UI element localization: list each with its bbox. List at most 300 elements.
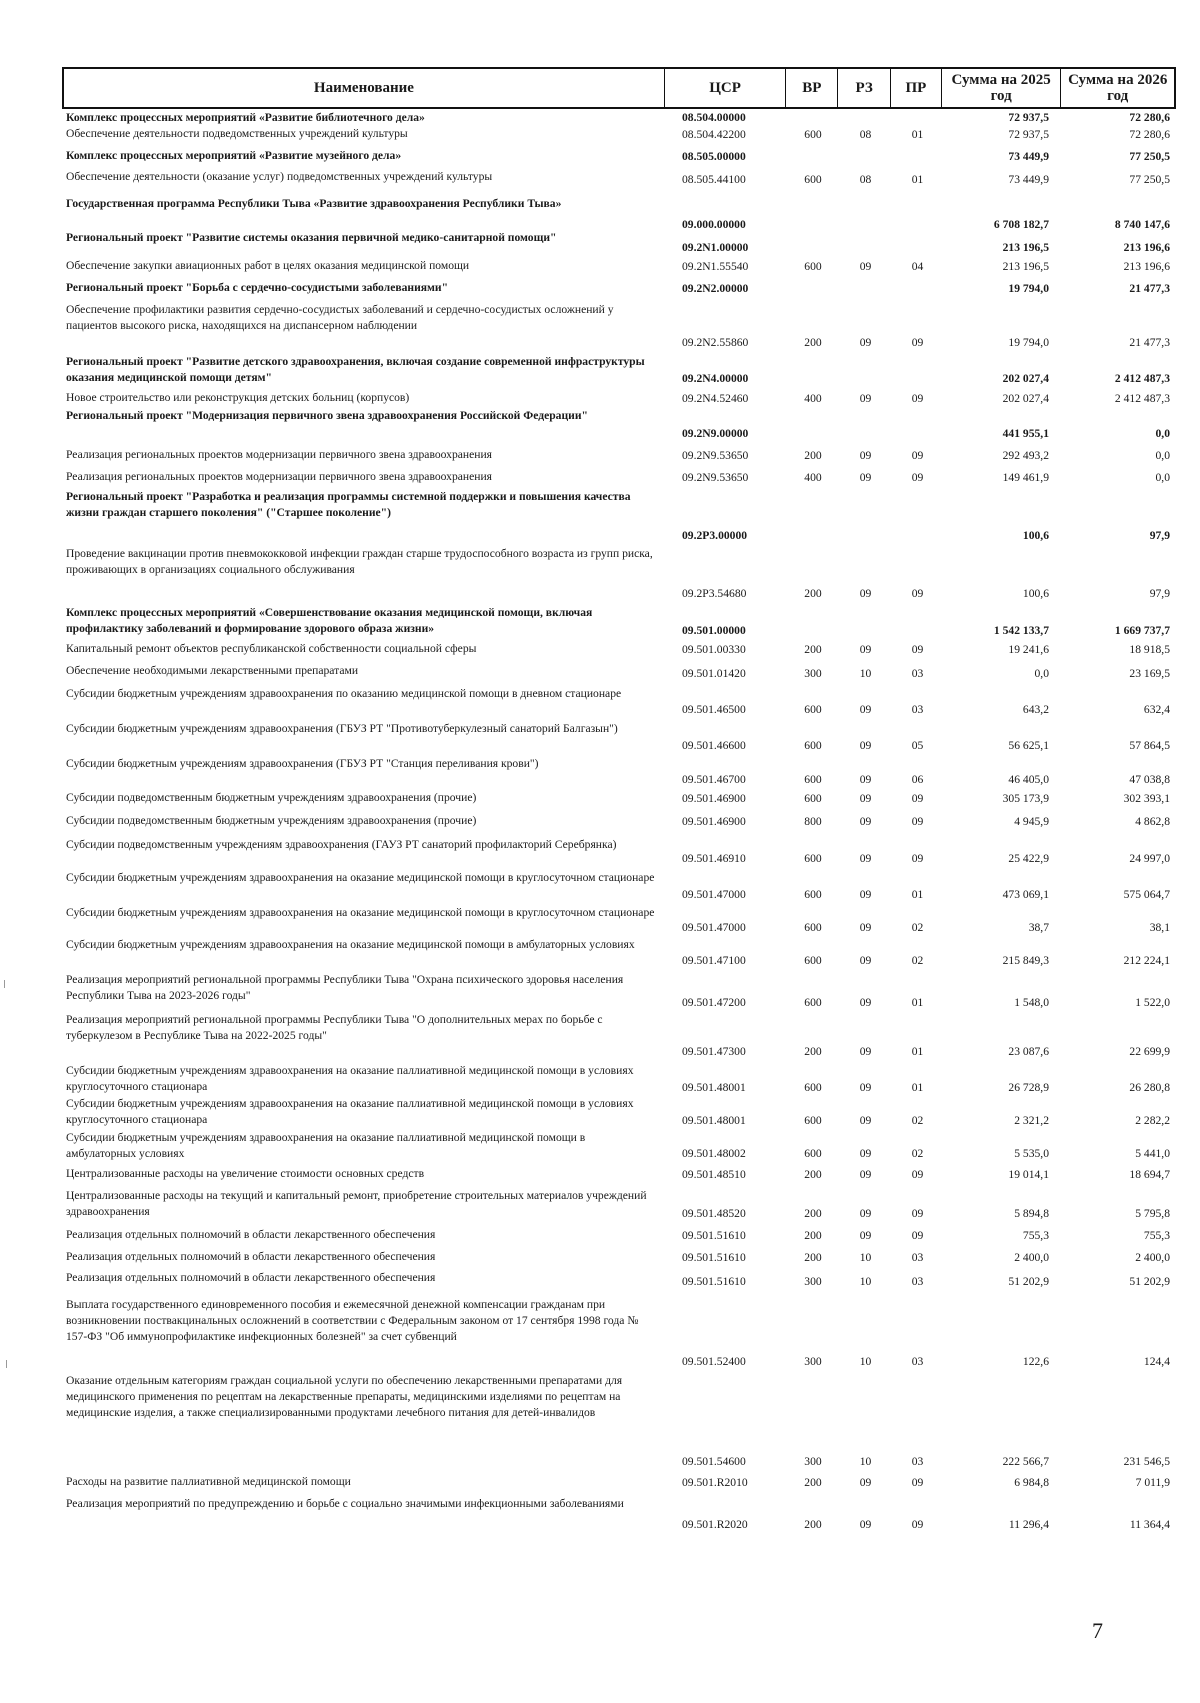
- row-vr: 300: [804, 1355, 822, 1368]
- row-vr: 600: [804, 954, 822, 967]
- row-sum-2026: 7 011,9: [1135, 1476, 1170, 1489]
- table-row: [62, 1062, 1176, 1096]
- table-row: [62, 1248, 1176, 1266]
- row-sum-2025: 19 014,1: [1008, 1168, 1049, 1181]
- row-vr: 600: [804, 996, 822, 1009]
- row-name: Реализация отдельных полномочий в области лекарственного обеспечения: [66, 1250, 436, 1263]
- table-row: [62, 195, 1176, 233]
- row-sum-2026: 1 669 737,7: [1114, 624, 1170, 637]
- row-vr: 200: [804, 1251, 822, 1264]
- row-pr: 02: [911, 954, 924, 967]
- table-row: [62, 1165, 1176, 1183]
- row-sum-2025: 755,3: [1022, 1229, 1049, 1242]
- table-row: [62, 971, 1176, 1011]
- row-csr: 08.504.00000: [682, 111, 746, 124]
- table-row: [62, 640, 1176, 658]
- row-sum-2026: 213 196,6: [1123, 260, 1170, 273]
- row-rz: 08: [859, 128, 872, 141]
- table-row: [62, 1226, 1176, 1244]
- row-name: Расходы на развитие паллиативной медицинской помощи: [66, 1475, 351, 1488]
- row-rz: 09: [859, 449, 872, 462]
- row-name: Региональный проект "Развитие системы оказания первичной медико-санитарной помощи": [66, 231, 557, 244]
- row-vr: 600: [804, 852, 822, 865]
- row-sum-2026: 11 364,4: [1129, 1518, 1170, 1531]
- table-row: [62, 1095, 1176, 1129]
- row-sum-2026: 72 280,6: [1129, 111, 1170, 124]
- row-csr: 09.501.01420: [682, 667, 746, 680]
- row-sum-2025: 1 548,0: [1014, 996, 1049, 1009]
- row-sum-2025: 0,0: [1034, 667, 1049, 680]
- row-csr: 09.501.54600: [682, 1455, 746, 1468]
- row-sum-2026: 2 412 487,3: [1114, 372, 1170, 385]
- row-rz: 09: [859, 773, 872, 786]
- row-sum-2025: 5 535,0: [1014, 1147, 1049, 1160]
- row-csr: 09.2P3.54680: [682, 587, 747, 600]
- table-header: [62, 67, 1176, 109]
- row-name: Субсидии бюджетным учреждениям здравоохранения (ГБУЗ РТ "Противотуберкулезный санаторий Балгазын"): [66, 722, 618, 735]
- row-name: Субсидии подведомственным учреждениям здравоохранения (ГАУЗ РТ санаторий профилакторий Серебрянка): [66, 838, 617, 851]
- row-csr: 09.2N1.55540: [682, 260, 749, 273]
- row-rz: 10: [859, 1455, 872, 1468]
- row-pr: 09: [911, 1476, 924, 1489]
- row-rz: 09: [859, 1207, 872, 1220]
- header-pr: ПР: [891, 69, 942, 107]
- row-sum-2025: 441 955,1: [1002, 427, 1049, 440]
- row-vr: 200: [804, 1518, 822, 1531]
- row-sum-2026: 18 694,7: [1129, 1168, 1170, 1181]
- row-rz: 09: [859, 392, 872, 405]
- row-csr: 09.000.00000: [682, 218, 746, 231]
- table-row: [62, 545, 1176, 602]
- row-pr: 04: [911, 260, 924, 273]
- row-vr: 200: [804, 336, 822, 349]
- row-csr: 09.501.51610: [682, 1251, 746, 1264]
- row-sum-2025: 6 984,8: [1014, 1476, 1049, 1489]
- row-name: Государственная программа Республики Тыва «Развитие здравоохранения Республики Тыва»: [66, 197, 562, 210]
- row-csr: 09.501.46500: [682, 703, 746, 716]
- row-csr: 09.2N9.00000: [682, 427, 749, 440]
- row-pr: 09: [911, 392, 924, 405]
- row-name: Комплекс процессных мероприятий «Развитие библиотечного дела»: [66, 111, 425, 124]
- header-sum-2026: Сумма на 2026 год: [1068, 72, 1168, 104]
- row-vr: 400: [804, 471, 822, 484]
- row-rz: 09: [859, 1147, 872, 1160]
- row-sum-2025: 38,7: [1028, 921, 1049, 934]
- row-vr: 200: [804, 643, 822, 656]
- row-sum-2026: 18 918,5: [1129, 643, 1170, 656]
- row-csr: 09.501.46900: [682, 792, 746, 805]
- row-vr: 800: [804, 815, 822, 828]
- row-sum-2025: 215 849,3: [1002, 954, 1049, 967]
- row-rz: 09: [859, 1518, 872, 1531]
- header-vr: ВР: [786, 69, 838, 107]
- row-rz: 09: [859, 792, 872, 805]
- row-rz: 10: [859, 1275, 872, 1288]
- row-pr: 09: [911, 815, 924, 828]
- row-name: Выплата государственного единовременного пособия и ежемесячной денежной компенсации гражданам при возникновении поствакцинальных осложнений в соответствии с Федеральным законом от 17 сентября 1998 года № 157-ФЗ "Об иммунопрофилактике инфекционных болезней" за счет субвенций: [66, 1298, 639, 1343]
- row-vr: 200: [804, 449, 822, 462]
- row-rz: 10: [859, 1355, 872, 1368]
- row-rz: 09: [859, 587, 872, 600]
- row-sum-2026: 0,0: [1155, 427, 1170, 440]
- row-sum-2025: 56 625,1: [1008, 739, 1049, 752]
- row-name: Субсидии бюджетным учреждениям здравоохранения на оказание медицинской помощи в круглосуточном стационаре: [66, 871, 655, 884]
- header-name: Наименование: [64, 69, 665, 107]
- table-row: [62, 147, 1176, 165]
- row-rz: 09: [859, 954, 872, 967]
- row-sum-2026: 21 477,3: [1129, 336, 1170, 349]
- row-sum-2025: 4 945,9: [1014, 815, 1049, 828]
- row-sum-2025: 2 321,2: [1014, 1114, 1049, 1127]
- row-vr: 300: [804, 667, 822, 680]
- row-vr: 600: [804, 1081, 822, 1094]
- row-pr: 03: [911, 1455, 924, 1468]
- table-row: [62, 685, 1176, 718]
- row-csr: 09.501.52400: [682, 1355, 746, 1368]
- row-csr: 09.501.00000: [682, 624, 746, 637]
- row-csr: 09.501.47200: [682, 996, 746, 1009]
- row-csr: 09.2N1.00000: [682, 241, 749, 254]
- row-vr: 600: [804, 1114, 822, 1127]
- row-csr: 09.501.46910: [682, 852, 746, 865]
- row-sum-2026: 213 196,6: [1123, 241, 1170, 254]
- row-vr: 400: [804, 392, 822, 405]
- row-sum-2026: 575 064,7: [1123, 888, 1170, 901]
- header-csr: ЦСР: [665, 69, 787, 107]
- row-sum-2026: 755,3: [1143, 1229, 1170, 1242]
- row-pr: 02: [911, 1114, 924, 1127]
- table-row: [62, 1269, 1176, 1290]
- row-csr: 09.501.47100: [682, 954, 746, 967]
- table-row: [62, 812, 1176, 830]
- row-name: Субсидии подведомственным бюджетным учреждениям здравоохранения (прочие): [66, 791, 477, 804]
- row-sum-2025: 473 069,1: [1002, 888, 1049, 901]
- row-pr: 01: [911, 888, 924, 901]
- row-name: Реализация мероприятий региональной программы Республики Тыва "О дополнительных мерах по борьбе с туберкулезом в Республике Тыва на 2022-2025 годы": [66, 1013, 603, 1042]
- row-sum-2025: 23 087,6: [1008, 1045, 1049, 1058]
- row-sum-2025: 11 296,4: [1008, 1518, 1049, 1531]
- row-rz: 09: [859, 1168, 872, 1181]
- row-sum-2025: 26 728,9: [1008, 1081, 1049, 1094]
- row-sum-2025: 51 202,9: [1008, 1275, 1049, 1288]
- row-csr: 09.501.48001: [682, 1114, 746, 1127]
- page-number: 7: [1092, 1618, 1103, 1643]
- row-name: Субсидии бюджетным учреждениям здравоохранения на оказание паллиативной медицинской помощи в условиях круглосуточного стационара: [66, 1064, 634, 1093]
- table-row: [62, 1296, 1176, 1370]
- row-vr: 300: [804, 1455, 822, 1468]
- row-csr: 09.501.47300: [682, 1045, 746, 1058]
- row-pr: 09: [911, 852, 924, 865]
- table-row: [62, 662, 1176, 682]
- row-sum-2026: 231 546,5: [1123, 1455, 1170, 1468]
- table-row: [62, 468, 1176, 486]
- row-name: Капитальный ремонт объектов республиканской собственности социальной сферы: [66, 642, 477, 655]
- row-rz: 09: [859, 996, 872, 1009]
- row-sum-2026: 57 864,5: [1129, 739, 1170, 752]
- row-csr: 09.501.46600: [682, 739, 746, 752]
- row-sum-2026: 47 038,8: [1129, 773, 1170, 786]
- row-csr: 09.501.00330: [682, 643, 746, 656]
- row-rz: 09: [859, 852, 872, 865]
- row-csr: 09.501.51610: [682, 1275, 746, 1288]
- row-sum-2025: 19 241,6: [1008, 643, 1049, 656]
- table-row: [62, 869, 1176, 903]
- row-csr: 09.2P3.00000: [682, 529, 748, 542]
- table-row: [62, 720, 1176, 754]
- row-name: Комплекс процессных мероприятий «Совершенствование оказания медицинской помощи, включая профилактику заболеваний и формирование здорового образа жизни»: [66, 606, 593, 635]
- row-vr: 600: [804, 260, 822, 273]
- row-name: Обеспечение деятельности подведомственных учреждений культуры: [66, 127, 408, 140]
- row-sum-2025: 2 400,0: [1014, 1251, 1049, 1264]
- row-csr: 09.2N4.00000: [682, 372, 749, 385]
- row-pr: 09: [911, 643, 924, 656]
- row-sum-2025: 19 794,0: [1008, 336, 1049, 349]
- row-sum-2025: 202 027,4: [1002, 392, 1049, 405]
- row-name: Реализация мероприятий региональной программы Республики Тыва "Охрана психического здоровья населения Республики Тыва на 2023-2026 годы": [66, 973, 624, 1002]
- row-rz: 09: [859, 1045, 872, 1058]
- row-sum-2026: 22 699,9: [1129, 1045, 1170, 1058]
- row-rz: 09: [859, 1229, 872, 1242]
- table-row: [62, 389, 1176, 407]
- row-csr: 08.504.42200: [682, 128, 746, 141]
- row-name: Централизованные расходы на увеличение стоимости основных средств: [66, 1167, 425, 1180]
- row-pr: 09: [911, 471, 924, 484]
- row-vr: 600: [804, 921, 822, 934]
- row-sum-2026: 8 740 147,6: [1114, 218, 1170, 231]
- row-pr: 03: [911, 1355, 924, 1368]
- row-name: Новое строительство или реконструкция детских больниц (корпусов): [66, 391, 410, 404]
- row-sum-2026: 72 280,6: [1129, 128, 1170, 141]
- row-pr: 09: [911, 1229, 924, 1242]
- row-name: Реализация отдельных полномочий в области лекарственного обеспечения: [66, 1271, 436, 1284]
- row-pr: 03: [911, 667, 924, 680]
- row-csr: 09.501.48510: [682, 1168, 746, 1181]
- row-pr: 09: [911, 587, 924, 600]
- row-rz: 09: [859, 739, 872, 752]
- scan-artifact: [4, 980, 5, 988]
- row-sum-2025: 100,6: [1022, 529, 1049, 542]
- table-row: [62, 836, 1176, 867]
- row-sum-2026: 5 795,8: [1135, 1207, 1170, 1220]
- row-vr: 200: [804, 1229, 822, 1242]
- row-sum-2026: 97,9: [1149, 529, 1170, 542]
- table-row: [62, 1495, 1176, 1533]
- table-row: [62, 1473, 1176, 1491]
- row-sum-2026: 21 477,3: [1129, 282, 1170, 295]
- row-rz: 09: [859, 888, 872, 901]
- row-sum-2025: 100,6: [1022, 587, 1049, 600]
- row-sum-2026: 302 393,1: [1123, 792, 1170, 805]
- row-name: Субсидии бюджетным учреждениям здравоохранения на оказание медицинской помощи в амбулаторных условиях: [66, 938, 635, 951]
- table-row: [62, 1011, 1176, 1060]
- row-csr: 08.505.00000: [682, 150, 746, 163]
- row-name: Обеспечение необходимыми лекарственными препаратами: [66, 664, 359, 677]
- row-sum-2026: 24 997,0: [1129, 852, 1170, 865]
- row-pr: 01: [911, 996, 924, 1009]
- row-pr: 09: [911, 1168, 924, 1181]
- row-sum-2025: 25 422,9: [1008, 852, 1049, 865]
- row-csr: 09.501.46700: [682, 773, 746, 786]
- table-row: [62, 755, 1176, 788]
- row-vr: 600: [804, 739, 822, 752]
- row-rz: 09: [859, 921, 872, 934]
- row-pr: 03: [911, 703, 924, 716]
- row-sum-2025: 73 449,9: [1008, 150, 1049, 163]
- table-row: [62, 904, 1176, 936]
- row-csr: 09.2N9.53650: [682, 449, 749, 462]
- row-sum-2026: 26 280,8: [1129, 1081, 1170, 1094]
- row-vr: 600: [804, 773, 822, 786]
- row-name: Реализация отдельных полномочий в области лекарственного обеспечения: [66, 1228, 436, 1241]
- row-pr: 09: [911, 1518, 924, 1531]
- row-sum-2026: 212 224,1: [1123, 954, 1170, 967]
- row-vr: 600: [804, 1147, 822, 1160]
- header-sum-2025: Сумма на 2025 год: [942, 69, 1062, 107]
- row-name: Субсидии подведомственным бюджетным учреждениям здравоохранения (прочие): [66, 814, 477, 827]
- row-sum-2025: 643,2: [1022, 703, 1049, 716]
- row-rz: 10: [859, 1251, 872, 1264]
- header-rz: РЗ: [838, 69, 891, 107]
- row-name: Реализация региональных проектов модернизации первичного звена здравоохранения: [66, 448, 492, 461]
- row-name: Централизованные расходы на текущий и капитальный ремонт, приобретение строительных материалов учреждений здравоохранения: [66, 1189, 647, 1218]
- row-vr: 200: [804, 1207, 822, 1220]
- row-vr: 600: [804, 703, 822, 716]
- row-pr: 09: [911, 449, 924, 462]
- row-name: Реализация мероприятий по предупреждению и борьбе с социально значимыми инфекционными заболеваниями: [66, 1497, 624, 1510]
- row-name: Проведение вакцинации против пневмококковой инфекции граждан старше трудоспособного возраста из групп риска, проживающих в организациях социального обслуживания: [66, 547, 653, 576]
- row-vr: 600: [804, 173, 822, 186]
- table-row: [62, 353, 1176, 387]
- row-csr: 09.501.48002: [682, 1147, 746, 1160]
- table-row: [62, 1372, 1176, 1470]
- table-row: [62, 789, 1176, 807]
- row-sum-2025: 305 173,9: [1002, 792, 1049, 805]
- table-row: [62, 125, 1176, 143]
- row-sum-2026: 77 250,5: [1129, 150, 1170, 163]
- row-vr: 600: [804, 888, 822, 901]
- row-name: Субсидии бюджетным учреждениям здравоохранения (ГБУЗ РТ "Станция переливания крови"): [66, 757, 539, 770]
- row-rz: 09: [859, 1476, 872, 1489]
- row-csr: 09.501.47000: [682, 921, 746, 934]
- row-csr: 09.2N2.55860: [682, 336, 749, 349]
- table-row: [62, 1187, 1176, 1222]
- row-sum-2025: 5 894,8: [1014, 1207, 1049, 1220]
- row-sum-2026: 97,9: [1149, 587, 1170, 600]
- row-rz: 09: [859, 471, 872, 484]
- row-name: Обеспечение профилактики развития сердечно-сосудистых заболеваний и сердечно-сосудистых осложнений у пациентов высокого риска, находящихся на диспансерном наблюдении: [66, 303, 614, 332]
- row-pr: 01: [911, 1081, 924, 1094]
- table-row: [62, 229, 1176, 256]
- row-csr: 09.501.R2010: [682, 1476, 748, 1489]
- row-sum-2026: 77 250,5: [1129, 173, 1170, 186]
- row-rz: 09: [859, 260, 872, 273]
- table-row: [62, 936, 1176, 969]
- row-csr: 09.501.47000: [682, 888, 746, 901]
- row-sum-2025: 213 196,5: [1002, 241, 1049, 254]
- table-row: [62, 407, 1176, 442]
- row-pr: 02: [911, 1147, 924, 1160]
- row-sum-2025: 213 196,5: [1002, 260, 1049, 273]
- row-sum-2025: 149 461,9: [1002, 471, 1049, 484]
- row-vr: 200: [804, 1476, 822, 1489]
- row-sum-2025: 1 542 133,7: [993, 624, 1049, 637]
- row-pr: 03: [911, 1275, 924, 1288]
- row-csr: 09.501.R2020: [682, 1518, 748, 1531]
- row-sum-2026: 1 522,0: [1135, 996, 1170, 1009]
- row-name: Субсидии бюджетным учреждениям здравоохранения по оказанию медицинской помощи в дневном стационаре: [66, 687, 622, 700]
- row-vr: 300: [804, 1275, 822, 1288]
- row-pr: 02: [911, 921, 924, 934]
- row-sum-2026: 124,4: [1143, 1355, 1170, 1368]
- row-rz: 09: [859, 1081, 872, 1094]
- row-pr: 09: [911, 336, 924, 349]
- row-csr: 09.2N2.00000: [682, 282, 749, 295]
- row-csr: 09.501.48001: [682, 1081, 746, 1094]
- row-sum-2025: 73 449,9: [1008, 173, 1049, 186]
- row-sum-2025: 72 937,5: [1008, 128, 1049, 141]
- table-row: [62, 168, 1176, 188]
- row-sum-2026: 38,1: [1149, 921, 1170, 934]
- row-sum-2025: 202 027,4: [1002, 372, 1049, 385]
- row-sum-2025: 122,6: [1022, 1355, 1049, 1368]
- row-sum-2026: 51 202,9: [1129, 1275, 1170, 1288]
- row-rz: 10: [859, 667, 872, 680]
- row-sum-2026: 5 441,0: [1135, 1147, 1170, 1160]
- row-name: Региональный проект "Развитие детского здравоохранения, включая создание современной инфраструктуры оказания медицинской помощи детям": [66, 355, 645, 384]
- table-row: [62, 109, 1176, 126]
- row-vr: 600: [804, 792, 822, 805]
- row-csr: 08.505.44100: [682, 173, 746, 186]
- row-sum-2025: 6 708 182,7: [993, 218, 1049, 231]
- table-row: [62, 446, 1176, 464]
- row-name: Обеспечение закупки авиационных работ в целях оказания медицинской помощи: [66, 259, 470, 272]
- row-sum-2026: 2 412 487,3: [1114, 392, 1170, 405]
- row-csr: 09.2N4.52460: [682, 392, 749, 405]
- table-row: [62, 301, 1176, 351]
- row-pr: 05: [911, 739, 924, 752]
- row-rz: 09: [859, 643, 872, 656]
- row-csr: 09.501.51610: [682, 1229, 746, 1242]
- row-name: Региональный проект "Борьба с сердечно-сосудистыми заболеваниями": [66, 281, 449, 294]
- row-rz: 09: [859, 1114, 872, 1127]
- row-name: Субсидии бюджетным учреждениям здравоохранения на оказание паллиативной медицинской помощи в условиях круглосуточного стационара: [66, 1097, 634, 1126]
- row-pr: 09: [911, 1207, 924, 1220]
- row-name: Региональный проект "Разработка и реализация программы системной поддержки и повышения качества жизни граждан старшего поколения" ("Старшее поколение"): [66, 490, 631, 519]
- row-sum-2025: 19 794,0: [1008, 282, 1049, 295]
- row-name: Субсидии бюджетным учреждениям здравоохранения на оказание медицинской помощи в круглосуточном стационаре: [66, 906, 655, 919]
- row-pr: 09: [911, 792, 924, 805]
- row-vr: 200: [804, 587, 822, 600]
- row-sum-2025: 46 405,0: [1008, 773, 1049, 786]
- row-sum-2026: 0,0: [1155, 471, 1170, 484]
- row-rz: 08: [859, 173, 872, 186]
- table-row: [62, 257, 1176, 275]
- table-row: [62, 488, 1176, 544]
- scan-artifact: [6, 1360, 7, 1368]
- row-csr: 09.501.48520: [682, 1207, 746, 1220]
- row-sum-2026: 0,0: [1155, 449, 1170, 462]
- row-name: Региональный проект "Модернизация первичного звена здравоохранения Российской Федерации": [66, 409, 588, 422]
- row-sum-2026: 632,4: [1143, 703, 1170, 716]
- row-rz: 09: [859, 336, 872, 349]
- row-name: Комплекс процессных мероприятий «Развитие музейного дела»: [66, 149, 402, 162]
- row-pr: 03: [911, 1251, 924, 1264]
- row-pr: 01: [911, 1045, 924, 1058]
- row-sum-2026: 2 282,2: [1135, 1114, 1170, 1127]
- row-name: Реализация региональных проектов модернизации первичного звена здравоохранения: [66, 470, 492, 483]
- row-name: Оказание отдельным категориям граждан социальной услуги по обеспечению лекарственными препаратами для медицинского применения по рецептам на лекарственные препараты, медицинскими изделиями по рецептам на медицинские изделия, а также специализированными продуктами лечебного питания для детей-инвалидов: [66, 1374, 623, 1419]
- row-vr: 200: [804, 1168, 822, 1181]
